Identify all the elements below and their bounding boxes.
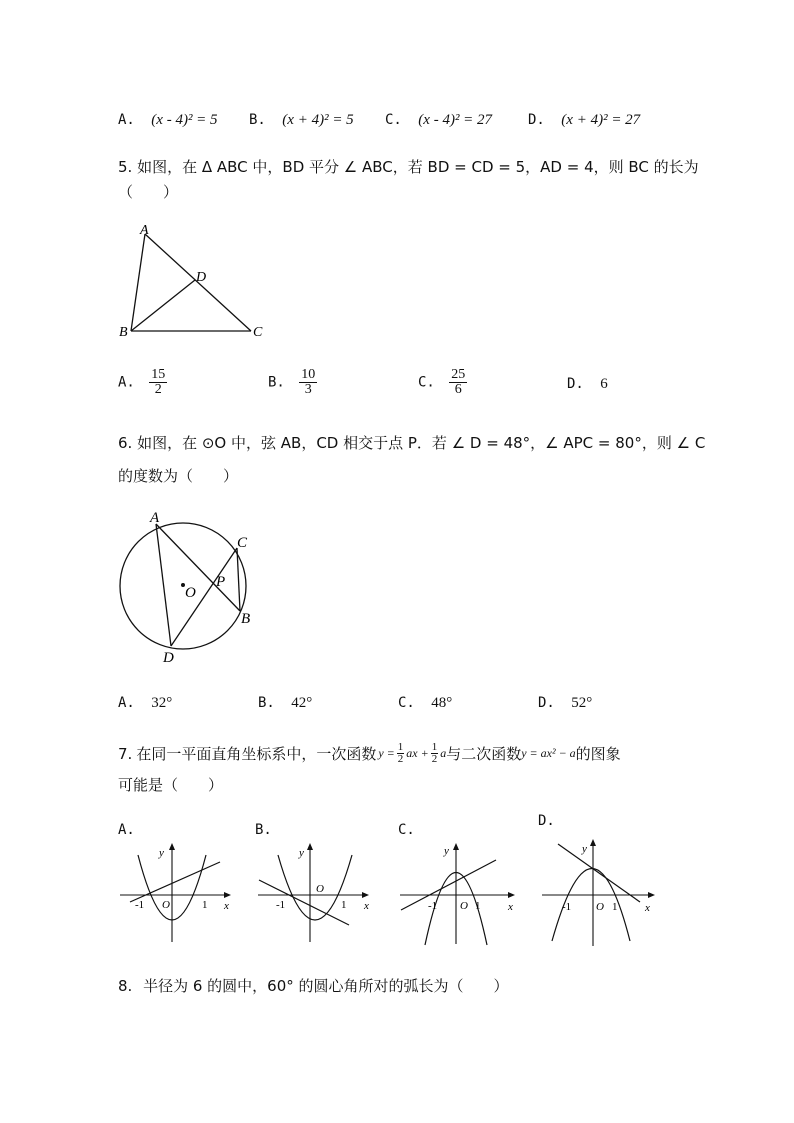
label-d: D — [163, 650, 174, 666]
q4-option-a[interactable]: A. (x - 4)² = 5 — [118, 112, 218, 128]
fraction: $\frac{10}{3}$ — [301, 367, 316, 397]
q7-number: 7. — [118, 744, 133, 763]
q7-stem — [118, 742, 621, 765]
svg-text:O: O — [316, 883, 324, 895]
svg-text:O: O — [460, 900, 468, 912]
q6-option-c[interactable]: C. 48° — [398, 695, 453, 711]
y-axis-arrow-icon — [453, 843, 459, 850]
label-b: B — [241, 611, 251, 627]
q7-graph-b[interactable] — [256, 840, 376, 950]
y-axis-arrow-icon — [169, 843, 175, 850]
q5-option-d[interactable]: D. 6 — [567, 376, 608, 392]
q5-option-a[interactable]: A. $\frac{15}{2}$ — [118, 367, 166, 397]
q6-stem-text: 如图，在 ⊙O 中，弦 AB，CD 相交于点 P．若 ∠ D = 48°，∠ APC = 80°，则 ∠ C — [137, 434, 706, 452]
q7-option-c-letter[interactable]: C. — [398, 822, 415, 838]
linear-y: y = — [378, 746, 395, 760]
fraction: $\frac{15}{2}$ — [151, 367, 166, 397]
svg-text:1: 1 — [202, 899, 208, 911]
q5-stem-text: 如图，在 Δ ABC 中，BD 平分 ∠ ABC，若 BD = CD = 5，AD = 4，则 BC 的长为 — [137, 158, 699, 176]
q6-stem — [118, 432, 705, 453]
svg-text:x: x — [364, 900, 369, 912]
svg-text:x: x — [645, 902, 650, 914]
segment-bd — [131, 280, 195, 331]
svg-text:y: y — [582, 843, 587, 855]
q7-stem-part3: 的图象 — [575, 745, 621, 763]
svg-text:1: 1 — [612, 901, 618, 913]
q6-option-a[interactable]: A. 32° — [118, 695, 173, 711]
svg-text:O: O — [162, 899, 170, 911]
svg-text:y: y — [444, 845, 449, 857]
linear-half-2: $\frac{1}{2}$ — [431, 741, 438, 765]
quadratic-formula: y = ax² − a — [521, 746, 576, 760]
q6-number: 6. — [118, 434, 133, 452]
svg-text:1: 1 — [475, 900, 481, 912]
fraction: $\frac{25}{6}$ — [451, 367, 466, 397]
q7-graph-d[interactable] — [540, 836, 664, 948]
q7-option-b-letter[interactable]: B. — [255, 822, 272, 838]
svg-text:x: x — [508, 901, 513, 913]
svg-text:y: y — [299, 847, 304, 859]
q5-stem — [118, 156, 699, 177]
q7-stem-cont: 可能是（ ） — [118, 776, 224, 794]
q4-option-c[interactable]: C. (x - 4)² = 27 — [385, 112, 493, 128]
line — [259, 880, 349, 925]
q4-option-d[interactable]: D. (x + 4)² = 27 — [528, 112, 641, 128]
chord-ab — [156, 524, 240, 611]
label-c: C — [237, 535, 248, 551]
label-d: D — [196, 270, 207, 285]
q7-graph-c[interactable] — [398, 840, 522, 950]
label-c: C — [253, 325, 263, 340]
q8-stem — [118, 975, 509, 996]
label-a: A — [140, 223, 149, 238]
label-o: O — [185, 585, 196, 601]
svg-text:-1: -1 — [562, 901, 572, 913]
svg-text:O: O — [596, 901, 604, 913]
x-axis-arrow-icon — [508, 892, 515, 898]
label-a: A — [150, 510, 160, 526]
q7-stem-part1: 在同一平面直角坐标系中，一次函数 — [136, 745, 377, 763]
q7-option-a-letter[interactable]: A. — [118, 822, 135, 838]
q6-circle-figure — [110, 500, 280, 670]
q5-number: 5. — [118, 158, 133, 176]
y-axis-arrow-icon — [307, 843, 313, 850]
x-axis-arrow-icon — [362, 892, 369, 898]
x-axis-arrow-icon — [224, 892, 231, 898]
line — [401, 860, 496, 910]
label-b: B — [119, 325, 128, 340]
q8-number: 8. — [118, 977, 133, 995]
svg-text:y: y — [159, 847, 164, 859]
q5-option-b[interactable]: B. $\frac{10}{3}$ — [268, 367, 316, 397]
q5-triangle-figure — [110, 220, 280, 345]
q7-graph-a[interactable] — [118, 840, 238, 950]
q7-stem-part2: 与二次函数 — [446, 745, 522, 763]
line — [558, 844, 640, 902]
q6-stem-cont: 的度数为（ ） — [118, 467, 239, 485]
svg-text:-1: -1 — [428, 900, 438, 912]
q5-stem-paren: （ ） — [118, 183, 179, 201]
label-p: P — [216, 574, 226, 590]
svg-text:x: x — [224, 900, 229, 912]
x-axis-arrow-icon — [648, 892, 655, 898]
line — [130, 862, 220, 902]
q5-option-c[interactable]: C. $\frac{25}{6}$ — [418, 367, 466, 397]
q6-option-b[interactable]: B. 42° — [258, 695, 313, 711]
linear-half: $\frac{1}{2}$ — [397, 741, 404, 765]
linear-a: a — [440, 746, 447, 760]
svg-text:-1: -1 — [276, 899, 286, 911]
q6-option-d[interactable]: D. 52° — [538, 695, 593, 711]
q8-stem-text: 半径为 6 的圆中，60° 的圆心角所对的弧长为（ ） — [143, 977, 509, 995]
q7-option-d-letter[interactable]: D. — [538, 813, 555, 829]
q4-option-b[interactable]: B. (x + 4)² = 5 — [249, 112, 354, 128]
svg-text:-1: -1 — [135, 899, 145, 911]
linear-ax: ax + — [406, 746, 429, 760]
y-axis-arrow-icon — [590, 839, 596, 846]
segment-ad — [156, 524, 171, 646]
svg-text:1: 1 — [341, 899, 347, 911]
segment-ab — [131, 234, 145, 331]
